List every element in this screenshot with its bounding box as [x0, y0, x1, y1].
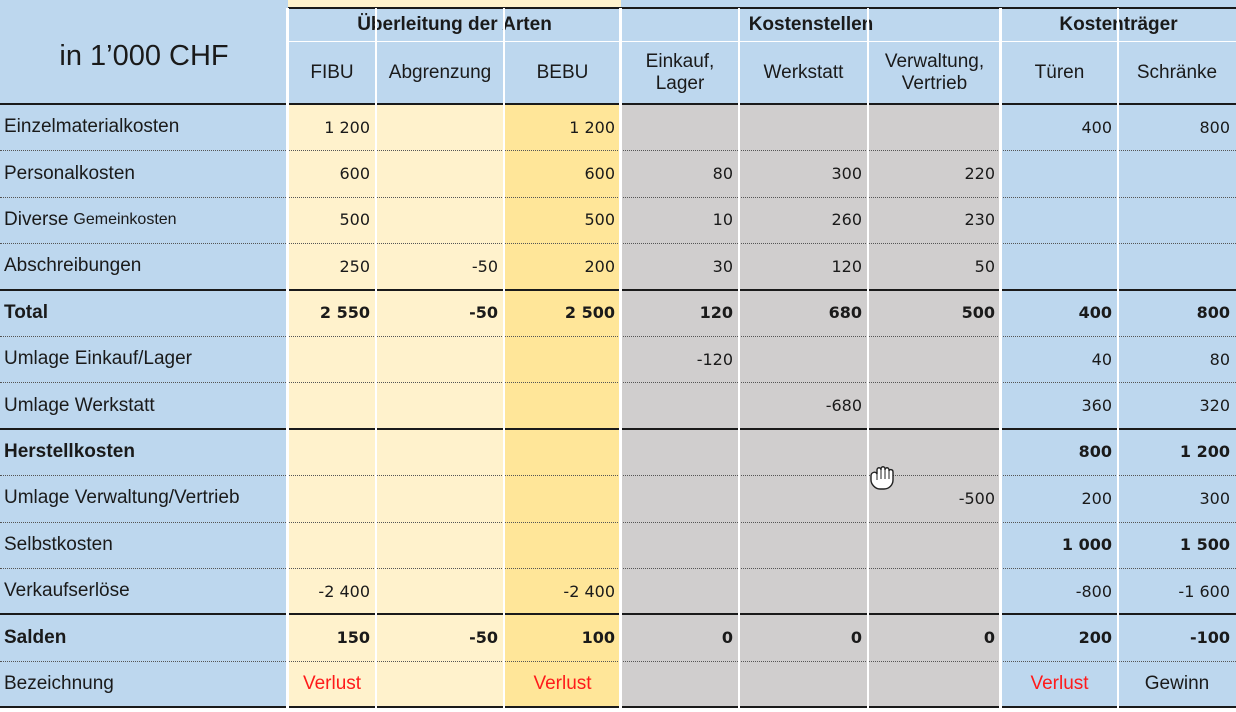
- value-tueren: 360: [1081, 396, 1112, 416]
- value-tueren: 400: [1078, 303, 1112, 323]
- value-schraenke: -1 600: [1178, 581, 1230, 601]
- row-divider-dotted: [0, 661, 1236, 662]
- row-label-text: Verkaufserlöse: [4, 580, 130, 602]
- cell-bg: [868, 104, 1001, 151]
- column-header-einkauf-lager-line2: Lager: [655, 73, 705, 94]
- column-header-abgrenzung: Abgrenzung: [388, 62, 492, 83]
- row-label: [0, 336, 288, 382]
- group-header-kostenstellen: Kostenstellen: [748, 14, 874, 35]
- column-divider-major: [619, 8, 622, 712]
- row-label-text: Personalkosten: [4, 162, 135, 184]
- value-fibu: 250: [339, 256, 370, 276]
- value-werkstatt: 120: [831, 256, 862, 276]
- cell-bg: [504, 429, 621, 476]
- value-verwaltung: 220: [964, 164, 995, 184]
- value-fibu: 1 200: [324, 117, 370, 137]
- cell-bg: [288, 336, 376, 383]
- column-header-werkstatt: Werkstatt: [763, 62, 844, 83]
- cell-bg: [376, 104, 504, 151]
- row-divider-dotted: [0, 522, 1236, 523]
- cell-bg: [868, 568, 1001, 615]
- cell-bg: [739, 104, 868, 151]
- cell-bg: [621, 522, 739, 569]
- value-bebu: -2 400: [563, 581, 615, 601]
- value-schraenke: 800: [1196, 303, 1230, 323]
- column-header-tueren: Türen: [1034, 62, 1085, 83]
- row-label-text: Bezeichnung: [4, 672, 114, 694]
- row-label-text: Abschreibungen: [4, 255, 142, 277]
- cell-bg: [1118, 243, 1236, 290]
- row-label-text: Diverse: [4, 208, 69, 230]
- value-bebu: 2 500: [564, 303, 615, 323]
- value-schraenke: -100: [1189, 628, 1230, 648]
- value-einkauf: -120: [696, 349, 733, 369]
- value-einkauf: 10: [712, 210, 733, 230]
- cell-bg: [739, 568, 868, 615]
- row-label: [0, 104, 288, 150]
- cell-bg: [739, 336, 868, 383]
- column-divider: [867, 8, 869, 712]
- value-bebu: 200: [584, 256, 615, 276]
- cell-bg: [739, 522, 868, 569]
- group-header-kostentraeger: Kostenträger: [1059, 14, 1178, 35]
- cell-bg: [621, 661, 739, 708]
- cell-bg: [868, 522, 1001, 569]
- row-divider-dotted: [0, 336, 1236, 337]
- cell-bg: [621, 104, 739, 151]
- column-divider: [1117, 8, 1119, 712]
- cell-bg: [1118, 197, 1236, 244]
- value-fibu: -2 400: [318, 581, 370, 601]
- value-tueren: Verlust: [1030, 672, 1089, 694]
- column-divider: [738, 8, 740, 712]
- value-schraenke: 1 500: [1179, 535, 1230, 555]
- cell-bg: [621, 429, 739, 476]
- cell-bg: [504, 522, 621, 569]
- value-fibu: 150: [336, 628, 370, 648]
- row-label: [0, 475, 288, 521]
- cell-bg: [288, 475, 376, 522]
- cell-bg: [288, 382, 376, 429]
- value-einkauf: 120: [699, 303, 733, 323]
- value-verwaltung: -500: [958, 488, 995, 508]
- cell-bg: [504, 475, 621, 522]
- value-tueren: 800: [1078, 442, 1112, 462]
- group-header-arten: Überleitung der Arten: [357, 14, 552, 35]
- value-abgrenzung: -50: [469, 303, 498, 323]
- column-header-bebu: BEBU: [536, 62, 589, 83]
- row-label-text: Umlage Werkstatt: [4, 394, 155, 416]
- value-verwaltung: 50: [974, 256, 995, 276]
- row-label: [0, 150, 288, 196]
- value-bebu: 600: [584, 164, 615, 184]
- value-verwaltung: 230: [964, 210, 995, 230]
- column-divider: [375, 8, 377, 712]
- column-header-verwaltung-vertrieb-line1: Verwaltung,: [884, 51, 985, 72]
- value-tueren: 1 000: [1061, 535, 1112, 555]
- cell-bg: [739, 475, 868, 522]
- cell-bg: [288, 429, 376, 476]
- cell-bg: [376, 475, 504, 522]
- value-tueren: 40: [1091, 349, 1112, 369]
- column-header-verwaltung-vertrieb: [868, 46, 1001, 100]
- value-bebu: Verlust: [533, 672, 592, 694]
- cell-bg: [1118, 150, 1236, 197]
- row-divider-solid: [0, 613, 1236, 615]
- column-header-schraenke: Schränke: [1136, 62, 1218, 83]
- row-divider-dotted: [0, 475, 1236, 476]
- cell-bg: [739, 661, 868, 708]
- page-title: in 1’000 CHF: [59, 39, 229, 72]
- row-label: [0, 429, 288, 475]
- column-header-einkauf-lager: [621, 46, 739, 100]
- value-bebu: 500: [584, 210, 615, 230]
- row-label-text: Einzelmaterialkosten: [4, 116, 180, 138]
- row-divider-solid: [0, 289, 1236, 291]
- value-fibu: Verlust: [302, 672, 362, 694]
- row-label-small: Gemeinkosten: [73, 210, 177, 228]
- row-label: [0, 522, 288, 568]
- cell-bg: [376, 568, 504, 615]
- hand-pointer-icon: [868, 462, 898, 492]
- row-label: [0, 290, 288, 336]
- group-underline: [288, 41, 1236, 42]
- cell-bg: [621, 382, 739, 429]
- row-label-text: Total: [4, 301, 48, 323]
- cell-bg: [868, 382, 1001, 429]
- row-label-text: Herstellkosten: [4, 440, 135, 462]
- row-divider-solid: [0, 428, 1236, 430]
- value-bebu: 1 200: [569, 117, 615, 137]
- value-schraenke: 80: [1209, 349, 1230, 369]
- value-schraenke: 800: [1199, 117, 1230, 137]
- value-tueren: 200: [1081, 488, 1112, 508]
- row-divider-dotted: [0, 150, 1236, 151]
- value-tueren: 200: [1078, 628, 1112, 648]
- row-label: [0, 382, 288, 428]
- row-divider-solid: [0, 706, 1236, 708]
- row-label: [0, 614, 288, 660]
- cell-bg: [621, 475, 739, 522]
- cell-bg: [504, 382, 621, 429]
- row-label-text: Umlage Verwaltung/Vertrieb: [4, 487, 240, 509]
- column-header-einkauf-lager-line1: Einkauf,: [645, 51, 715, 72]
- cell-bg: [1001, 197, 1118, 244]
- row-divider-solid: [0, 103, 1236, 105]
- value-abgrenzung: -50: [469, 628, 498, 648]
- row-divider-dotted: [0, 197, 1236, 198]
- column-divider-major: [999, 8, 1002, 712]
- value-bebu: 100: [581, 628, 615, 648]
- value-tueren: -800: [1075, 581, 1112, 601]
- value-fibu: 2 550: [319, 303, 370, 323]
- row-label: [0, 568, 288, 614]
- column-header-verwaltung-vertrieb-line2: Vertrieb: [901, 73, 968, 94]
- value-werkstatt: -680: [825, 396, 862, 416]
- value-werkstatt: 260: [831, 210, 862, 230]
- cell-bg: [288, 522, 376, 569]
- value-verwaltung: 0: [983, 628, 995, 648]
- value-einkauf: 80: [712, 164, 733, 184]
- cell-bg: [1001, 243, 1118, 290]
- value-werkstatt: 680: [828, 303, 862, 323]
- value-einkauf: 30: [712, 256, 733, 276]
- cell-bg: [868, 661, 1001, 708]
- column-header-fibu: FIBU: [310, 62, 354, 83]
- column-divider-major: [286, 8, 289, 712]
- value-schraenke: 1 200: [1179, 442, 1230, 462]
- cell-bg: [376, 429, 504, 476]
- value-schraenke: 320: [1199, 396, 1230, 416]
- row-label: [0, 197, 288, 243]
- row-label-text: Salden: [4, 626, 67, 648]
- row-divider-dotted: [0, 382, 1236, 383]
- row-label-text: Umlage Einkauf/Lager: [4, 348, 192, 370]
- row-label-text: Selbstkosten: [4, 533, 113, 555]
- value-verwaltung: 500: [961, 303, 995, 323]
- cell-bg: [376, 197, 504, 244]
- header-top-rule: [288, 7, 1236, 9]
- row-label: [0, 661, 288, 707]
- value-fibu: 500: [339, 210, 370, 230]
- cell-bg: [376, 661, 504, 708]
- value-einkauf: 0: [721, 628, 733, 648]
- row-divider-dotted: [0, 243, 1236, 244]
- value-fibu: 600: [339, 164, 370, 184]
- cell-bg: [739, 429, 868, 476]
- cell-bg: [621, 568, 739, 615]
- value-schraenke: 300: [1199, 488, 1230, 508]
- value-werkstatt: 300: [831, 164, 862, 184]
- cell-bg: [868, 336, 1001, 383]
- cell-bg: [376, 150, 504, 197]
- cell-bg: [376, 522, 504, 569]
- row-divider-dotted: [0, 568, 1236, 569]
- column-divider: [503, 8, 505, 712]
- cell-bg: [376, 336, 504, 383]
- value-tueren: 400: [1081, 117, 1112, 137]
- cell-bg: [504, 336, 621, 383]
- value-schraenke: Gewinn: [1144, 672, 1210, 694]
- cell-bg: [1001, 150, 1118, 197]
- row-label: [0, 243, 288, 289]
- cell-bg: [376, 382, 504, 429]
- value-werkstatt: 0: [850, 628, 862, 648]
- value-abgrenzung: -50: [471, 256, 498, 276]
